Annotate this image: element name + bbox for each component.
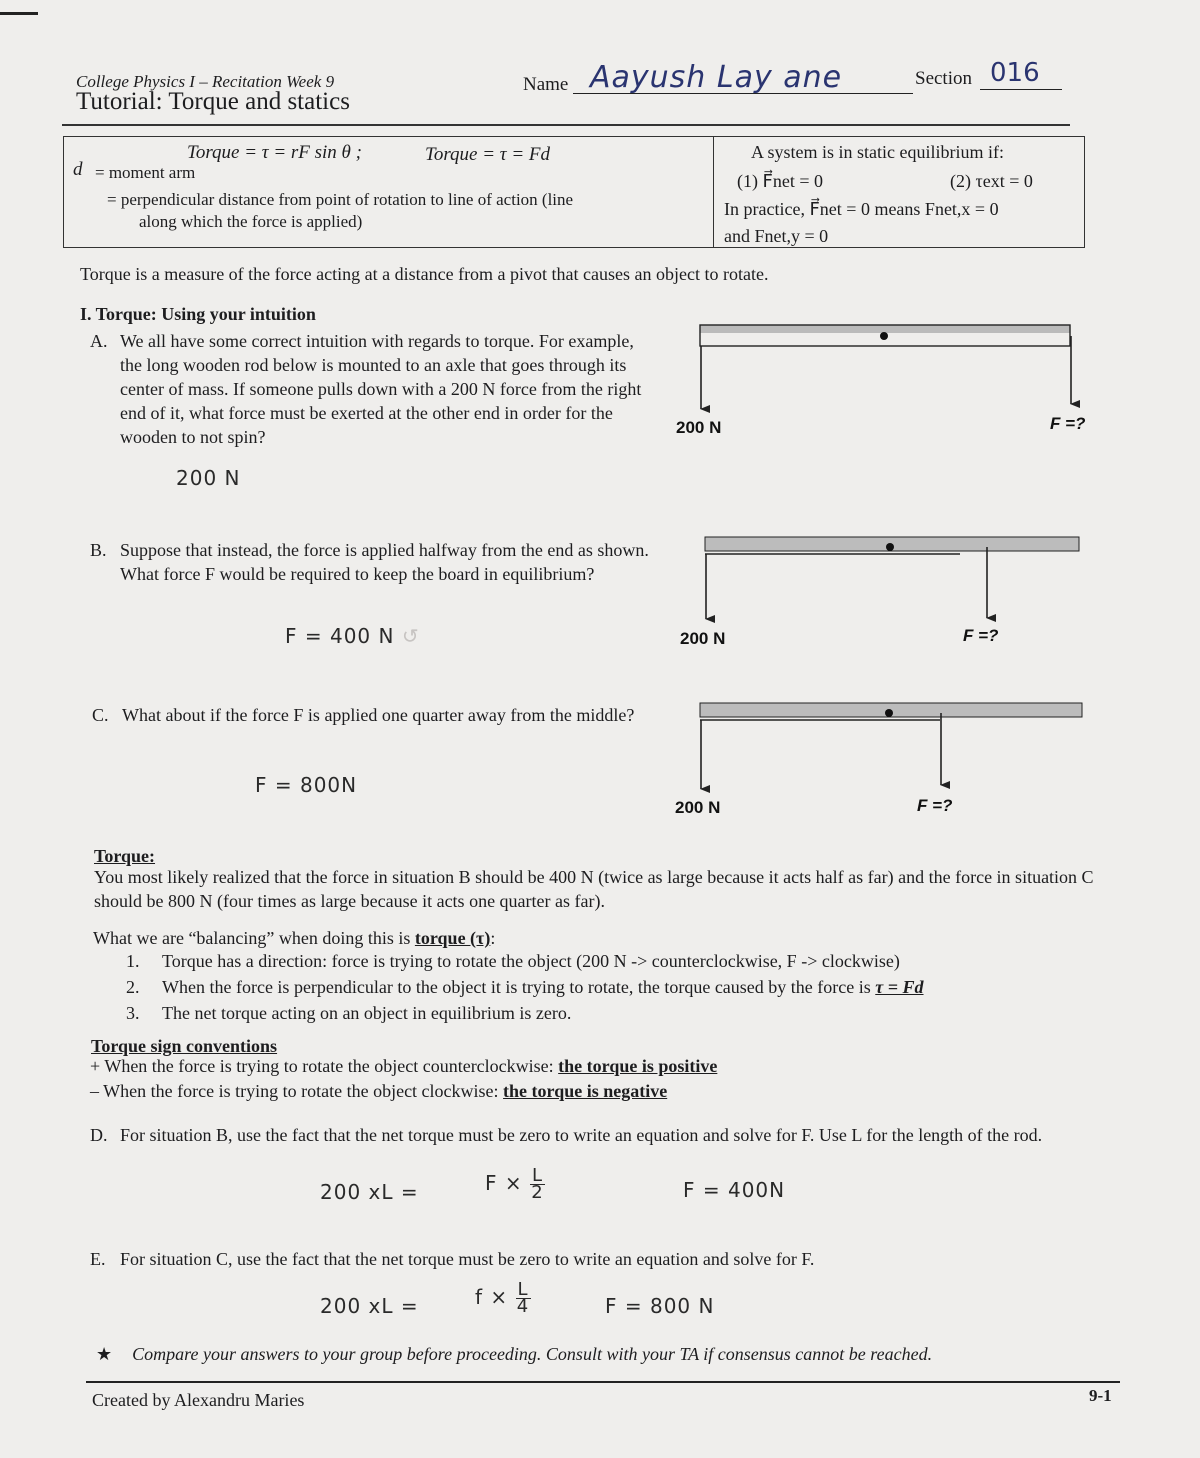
label-b-200n: 200 N (680, 629, 726, 648)
list-item (126, 1000, 924, 1026)
balancing-term: torque (τ) (414, 928, 491, 948)
section-field-line[interactable] (980, 89, 1062, 90)
equilibrium-condition-1: (1) F⃗net = 0 (737, 171, 823, 191)
convention-negative-text: – When the force is trying to rotate the object clockwise: (90, 1081, 504, 1101)
course-title: College Physics I – Recitation Week 9 (76, 72, 335, 91)
diagram-b (680, 537, 1079, 648)
list-item-formula: τ = Fd (875, 977, 924, 997)
perpendicular-def-1: = perpendicular distance from point of rotation to line of action (line (107, 190, 574, 209)
question-b-text: Suppose that instead, the force is applied halfway from the end as shown. What force F would be required to keep the board in equilibrium? (120, 540, 649, 584)
perpendicular-def-2: along which the force is applied) (139, 212, 363, 231)
answer-e-frac-top: L (517, 1279, 529, 1300)
pivot-b (886, 543, 894, 551)
balancing-prefix: What we are “balancing” when doing this is (93, 928, 415, 948)
answer-e-fraction (516, 1279, 531, 1317)
question-d-label: D. (90, 1125, 108, 1145)
balancing-line (93, 928, 495, 949)
answer-e-right (475, 1279, 531, 1317)
question-a (90, 329, 660, 449)
question-e-label: E. (90, 1249, 106, 1269)
label-c-f: F =? (917, 796, 953, 815)
list-item (126, 948, 924, 974)
answer-e-result: F = 800 N (605, 1294, 715, 1318)
convention-positive (90, 1056, 717, 1077)
list-item-number: 2. (126, 977, 140, 997)
equilibrium-and: and Fnet,y = 0 (724, 226, 829, 246)
answer-b-value: F = 400 N (285, 624, 395, 648)
author-credit: Created by Alexandru Maries (92, 1390, 305, 1410)
answer-d-f: F × (485, 1171, 523, 1195)
answer-e-left: 200 xL = (320, 1294, 419, 1318)
answer-d-right (485, 1165, 545, 1203)
answer-d-frac-top: L (531, 1165, 544, 1186)
convention-positive-result: the torque is positive (558, 1056, 718, 1076)
rod-a-shading (700, 325, 1070, 333)
section-label: Section (915, 68, 972, 89)
convention-positive-text: + When the force is trying to rotate the object counterclockwise: (90, 1056, 559, 1076)
equilibrium-practice: In practice, F⃗net = 0 means Fnet,x = 0 (724, 199, 999, 219)
question-c (92, 703, 662, 727)
label-b-f: F =? (963, 626, 999, 645)
formula-box-divider (713, 136, 714, 248)
diagram-a (676, 325, 1086, 437)
compare-text: Compare your answers to your group before proceeding. Consult with your TA if consensus cannot be reached. (132, 1344, 933, 1364)
d-symbol: d (73, 159, 83, 180)
footer-rule (86, 1381, 1120, 1383)
question-e-text: For situation C, use the fact that the net torque must be zero to write an equation and solve for F. (120, 1249, 815, 1269)
label-a-200n: 200 N (676, 418, 722, 437)
convention-negative-result: the torque is negative (503, 1081, 668, 1101)
name-label: Name (523, 74, 569, 95)
label-a-f: F =? (1050, 414, 1086, 433)
answer-c: F = 800N (255, 773, 358, 797)
answer-d-left: 200 xL = (320, 1180, 419, 1204)
question-a-label: A. (90, 331, 108, 351)
balancing-suffix: : (490, 928, 496, 948)
list-item-text: Torque has a direction: force is trying to rotate the object (200 N -> counterclockwise, F -> clockwise) (162, 951, 900, 971)
name-handwritten: Aayush Lay ane (590, 60, 843, 95)
torque-points-list (126, 948, 924, 1026)
list-item (126, 974, 924, 1000)
question-b-label: B. (90, 540, 107, 560)
equilibrium-condition-2: (2) τext = 0 (950, 171, 1033, 191)
list-item-number: 3. (126, 1003, 140, 1023)
moment-arm-def: = moment arm (95, 163, 196, 182)
header-rule (62, 124, 1070, 126)
pivot-a (880, 332, 888, 340)
answer-d-result: F = 400N (683, 1178, 786, 1202)
list-item-text: The net torque acting on an object in equilibrium is zero. (162, 1003, 572, 1023)
diagram-c (675, 703, 1082, 817)
torque-formula-2: Torque = τ = Fd (425, 144, 550, 165)
list-item-text: When the force is perpendicular to the object it is trying to rotate, the torque caused by the force is (162, 977, 876, 997)
tutorial-title: Tutorial: Torque and statics (76, 88, 350, 115)
equilibrium-title: A system is in static equilibrium if: (751, 142, 1004, 162)
question-b (90, 538, 666, 586)
compare-note (96, 1344, 932, 1365)
star-icon: ★ (96, 1344, 113, 1364)
torque-paragraph: You most likely realized that the force in situation B should be 400 N (twice as large because it acts half as far) and the force in situation C should be 800 N (four times as large because it acts one quarter as far). (94, 867, 1094, 911)
answer-d-frac-bottom: 2 (531, 1182, 544, 1203)
answer-e-frac-bottom: 4 (516, 1296, 530, 1317)
sign-conventions-heading: Torque sign conventions (91, 1036, 278, 1056)
answer-d-fraction (530, 1165, 545, 1203)
page-number: 9-1 (1089, 1386, 1112, 1405)
question-d-text: For situation B, use the fact that the net torque must be zero to write an equation and solve for F. Use L for the length of the rod. (120, 1125, 1043, 1145)
label-c-200n: 200 N (675, 798, 721, 817)
pivot-c (885, 709, 893, 717)
question-c-text: What about if the force F is applied one quarter away from the middle? (122, 705, 635, 725)
question-c-label: C. (92, 705, 109, 725)
answer-e-f: f × (475, 1285, 509, 1309)
torque-heading: Torque: (94, 846, 156, 866)
list-item-number: 1. (126, 951, 140, 971)
section-handwritten: 016 (990, 58, 1040, 88)
answer-b-faint-mark: ↺ (401, 624, 420, 648)
rod-diagrams (660, 315, 1110, 835)
answer-b (285, 624, 420, 648)
question-a-text: We all have some correct intuition with regards to torque. For example, the long wooden rod below is mounted to an axle that goes through its center of mass. If someone pulls down with a 200 N force from the right end of it, what force must be exerted at the other end in order for the wooden to not spin? (120, 331, 642, 447)
corner-mark (0, 12, 38, 15)
question-d (90, 1123, 1110, 1147)
answer-a: 200 N (176, 466, 241, 490)
section-1-title: I. Torque: Using your intuition (80, 304, 316, 324)
convention-negative (90, 1081, 667, 1102)
torque-formula-1: Torque = τ = rF sin θ ; (187, 142, 362, 163)
torque-intro: Torque is a measure of the force acting at a distance from a pivot that causes an object to rotate. (80, 264, 769, 284)
question-e (90, 1247, 1110, 1271)
